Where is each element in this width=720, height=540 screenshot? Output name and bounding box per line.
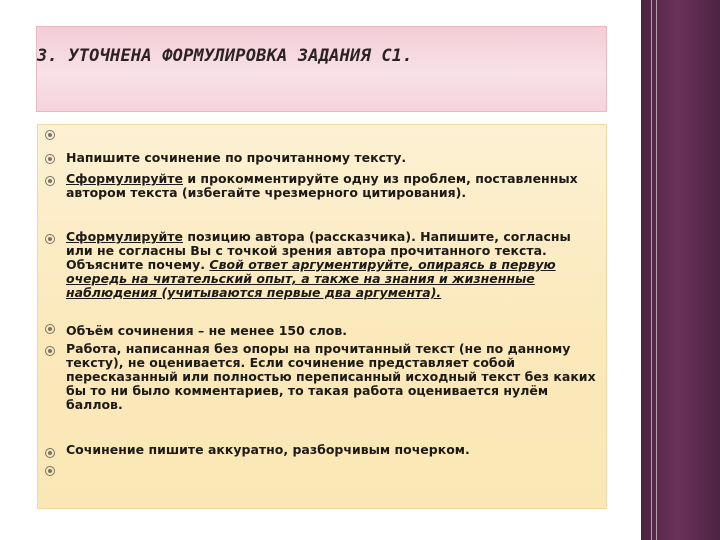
list-item-text: Сформулируйте bbox=[66, 229, 183, 244]
bullet-circle-icon bbox=[45, 130, 55, 140]
bullet-circle-icon bbox=[45, 324, 55, 334]
list-item-text: Свой ответ аргументируйте, опираясь в первую очередь на читательский опыт, а также на знания и жизненные наблюдения (учитываются первые два аргумента). bbox=[66, 257, 556, 300]
list-item bbox=[66, 230, 601, 300]
list-item bbox=[66, 151, 601, 165]
list-item bbox=[66, 342, 601, 412]
list-item-text: Работа, написанная без опоры на прочитанный текст (не по данному тексту), не оценивается. Если сочинение представляет собой пересказанный или полностью переписанный исходный текст без каких бы то ни было комментариев, то такая работа оценивается нулём баллов. bbox=[66, 341, 596, 412]
list-item-text: Объём сочинения – не менее 150 слов. bbox=[66, 323, 347, 338]
bullet-circle-icon bbox=[45, 466, 55, 476]
list-item-text: Напишите сочинение по прочитанному тексту. bbox=[66, 150, 407, 165]
list-item bbox=[66, 324, 601, 338]
list-item-text: Сформулируйте bbox=[66, 171, 183, 186]
bullet-circle-icon bbox=[45, 176, 55, 186]
bullet-circle-icon bbox=[45, 346, 55, 356]
bullet-circle-icon bbox=[45, 234, 55, 244]
list-item bbox=[66, 172, 601, 200]
slide-title: 3. УТОЧНЕНА ФОРМУЛИРОВКА ЗАДАНИЯ С1. bbox=[37, 46, 413, 66]
list-item-text: позицию автора (рассказчика). Напишите, согласны или не согласны Вы с точкой зрения автора прочитанного текста. Объясните почему. bbox=[66, 229, 571, 272]
title-box bbox=[36, 26, 607, 112]
list-item bbox=[66, 443, 601, 457]
list-item-text: Сочинение пишите аккуратно, разборчивым почерком. bbox=[66, 442, 470, 457]
decorative-side-band bbox=[641, 0, 720, 540]
bullet-circle-icon bbox=[45, 154, 55, 164]
bullet-circle-icon bbox=[45, 448, 55, 458]
list-item-text: и прокомментируйте одну из проблем, поставленных автором текста (избегайте чрезмерного цитирования). bbox=[66, 171, 578, 200]
